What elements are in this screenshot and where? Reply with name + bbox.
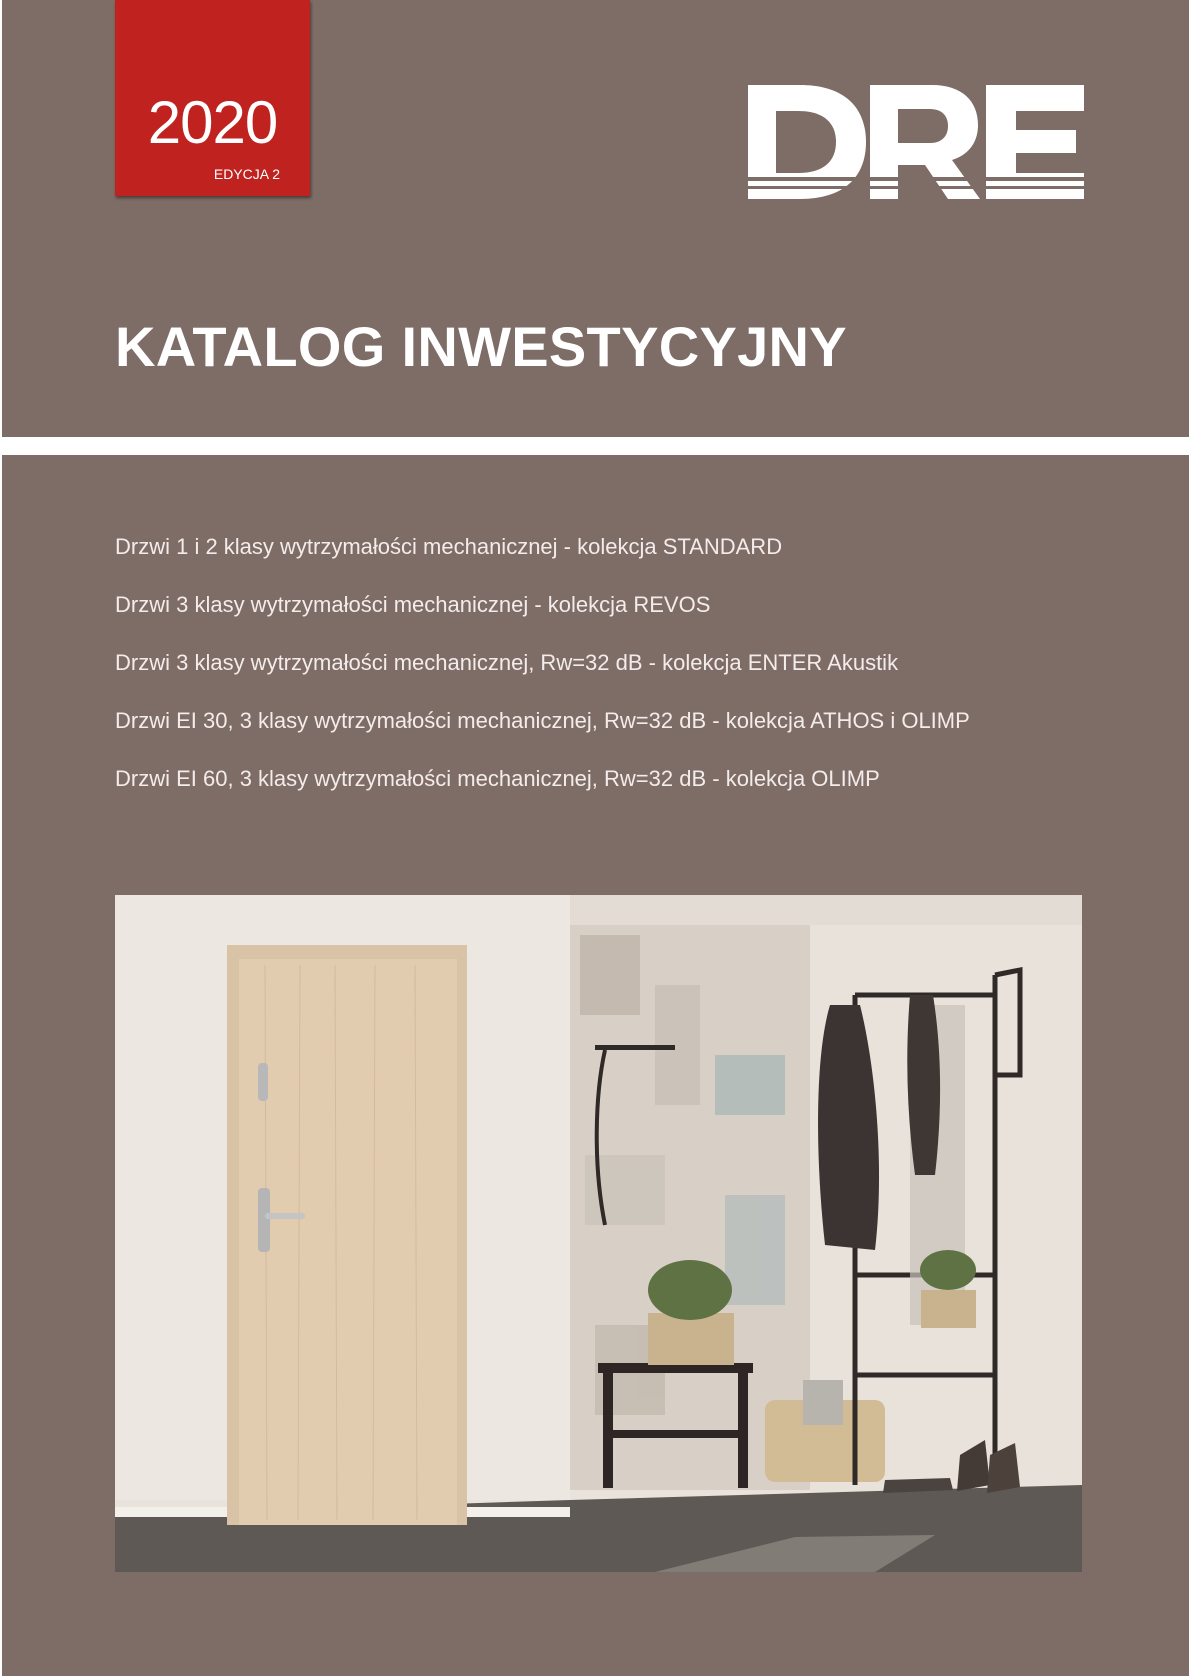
plant — [648, 1260, 732, 1320]
scarf — [907, 995, 940, 1175]
catalog-title: KATALOG INWESTYCYJNY — [115, 315, 847, 378]
edition-badge — [115, 0, 310, 196]
door-handle — [265, 1213, 305, 1219]
dre-logo-graphic — [748, 85, 1084, 199]
door-handle-plate — [258, 1188, 270, 1252]
dre-logo — [748, 85, 1084, 199]
door-lock — [258, 1063, 268, 1101]
collection-item: Drzwi EI 30, 3 klasy wytrzymałości mechanicznej, Rw=32 dB - kolekcja ATHOS i OLIMP — [115, 708, 970, 733]
plant-basket — [648, 1313, 734, 1365]
collection-item: Drzwi EI 60, 3 klasy wytrzymałości mechanicznej, Rw=32 dB - kolekcja OLIMP — [115, 766, 880, 791]
collection-item: Drzwi 3 klasy wytrzymałości mechanicznej - kolekcja REVOS — [115, 592, 711, 617]
edition-year: 2020 — [147, 89, 278, 156]
hallway-door-photo — [115, 895, 1082, 1572]
door-leaf — [239, 959, 457, 1525]
edition-label: EDYCJA 2 — [213, 166, 280, 182]
hallway-scene — [115, 895, 1082, 1572]
collection-list — [115, 533, 1115, 823]
collection-item: Drzwi 3 klasy wytrzymałości mechanicznej, Rw=32 dB - kolekcja ENTER Akustik — [115, 650, 899, 675]
collection-item: Drzwi 1 i 2 klasy wytrzymałości mechanicznej - kolekcja STANDARD — [115, 534, 783, 559]
